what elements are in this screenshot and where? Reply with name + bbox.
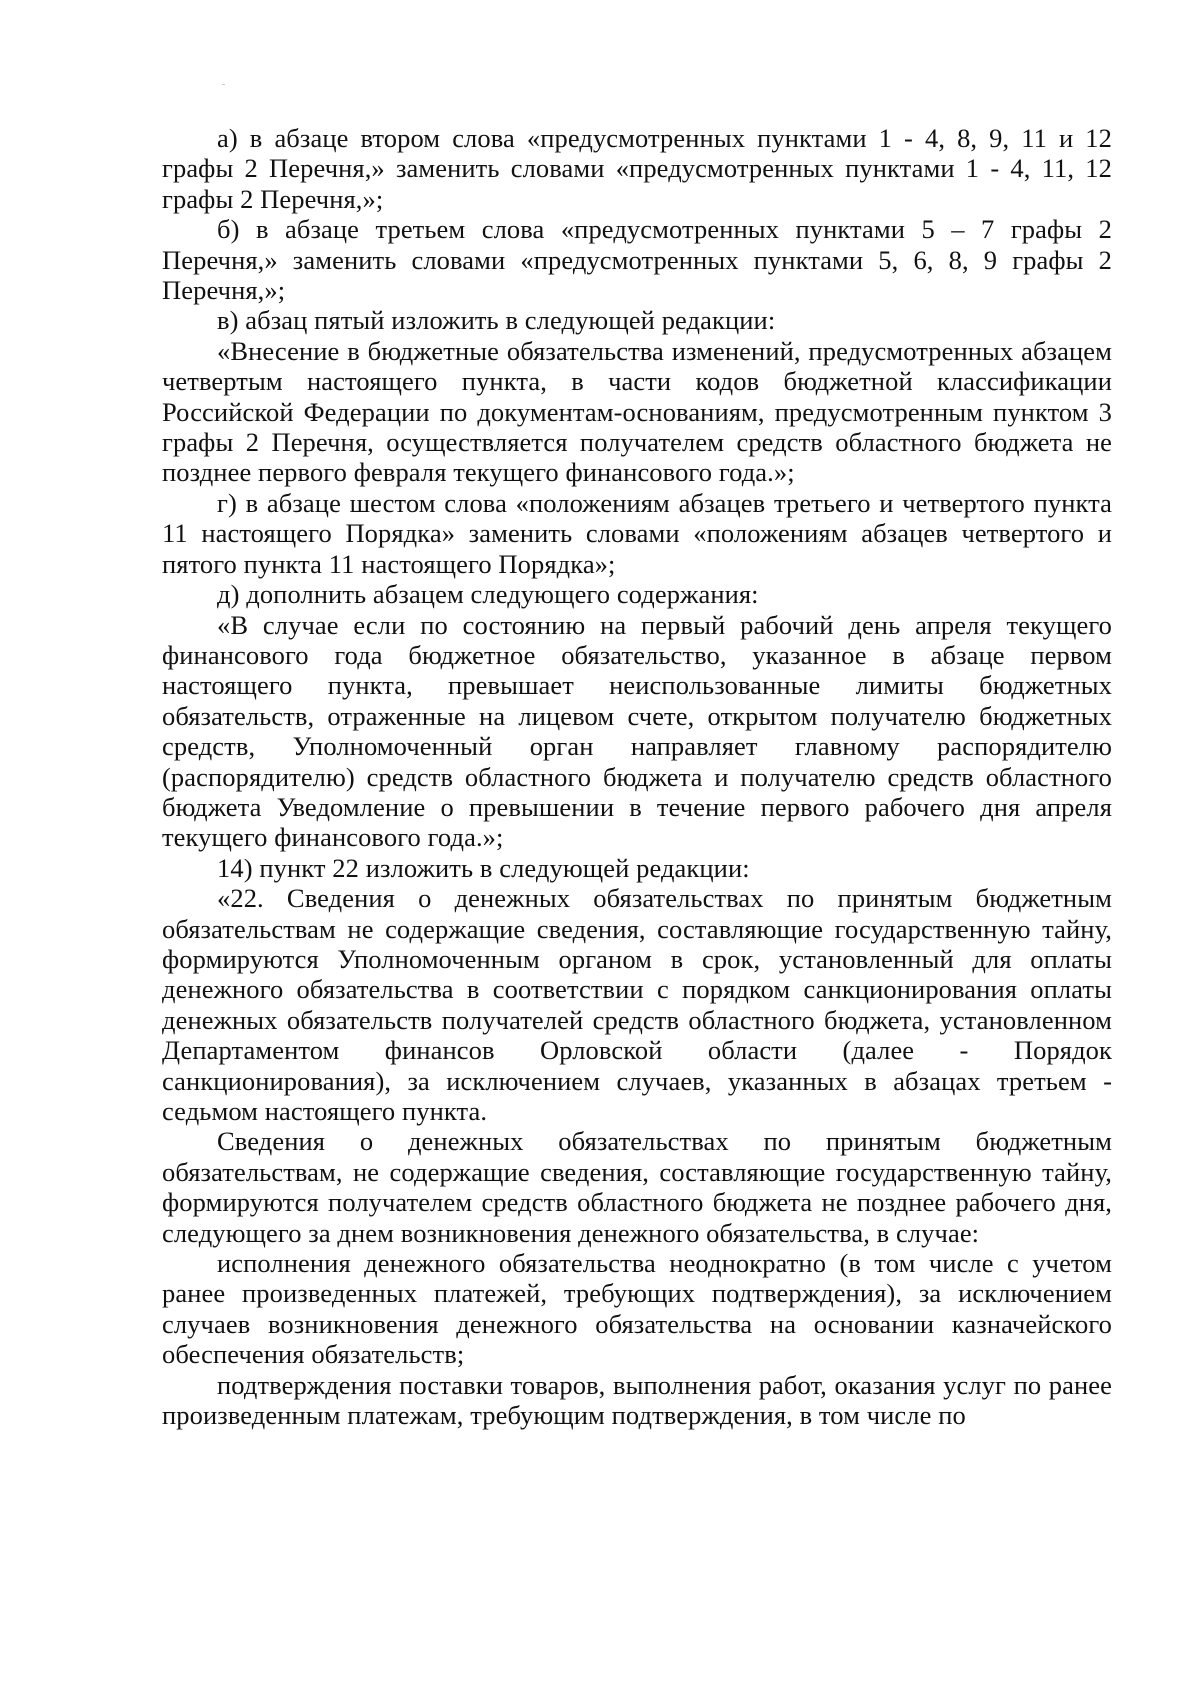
paragraph-v-quote: «Внесение в бюджетные обязательства изменений, предусмотренных абзацем четвертым настоящего пункта, в части кодов бюджетной классификации Российской Федерации по документам-основаниям, предусмотренным пунктом 3 графы 2 Перечня, осуществляется получателем средств областного бюджета не позднее первого февраля текущего финансового года.»; [162, 335, 1112, 488]
paragraph-confirmation: подтверждения поставки товаров, выполнения работ, оказания услуг по ранее произведенным платежам, требующим подтверждения, в том числе по [162, 1369, 1112, 1431]
document-page [162, 123, 1112, 1430]
paragraph-g: г) в абзаце шестом слова «положениям абзацев третьего и четвертого пункта 11 настоящего Порядка» заменить словами «положениям абзацев четвертого и пятого пункта 11 настоящего Порядка»; [162, 487, 1112, 579]
paragraph-v: в) абзац пятый изложить в следующей редакции: [217, 305, 776, 336]
paragraph-22: «22. Сведения о денежных обязательствах по принятым бюджетным обязательствам не содержащие сведения, составляющие государственную тайну, формируются Уполномоченным органом в срок, установленный для оплаты денежного обязательства в соответствии с порядком санкционирования оплаты денежных обязательств получателей средств областного бюджета, установленном Департаментом финансов Орловской области (далее - Порядок санкционирования), за исключением случаев, указанных в абзацах третьем - седьмом настоящего пункта. [162, 883, 1112, 1126]
paragraph-execution: исполнения денежного обязательства неоднократно (в том числе с учетом ранее произведенных платежей, требующих подтверждения), за исключением случаев возникновения денежного обязательства на основании казначейского обеспечения обязательств; [162, 1248, 1112, 1370]
paragraph-info: Сведения о денежных обязательствах по принятым бюджетным обязательствам, не содержащие сведения, составляющие государственную тайну, формируются получателем средств областного бюджета не позднее рабочего дня, следующего за днем возникновения денежного обязательства, в случае: [162, 1126, 1112, 1248]
paragraph-a: а) в абзаце втором слова «предусмотренных пунктами 1 - 4, 8, 9, 11 и 12 графы 2 Перечня,» заменить словами «предусмотренных пунктами 1 - 4, 11, 12 графы 2 Перечня,»; [162, 123, 1112, 214]
paragraph-d-quote: «В случае если по состоянию на первый рабочий день апреля текущего финансового года бюджетное обязательство, указанное в абзаце первом настоящего пункта, превышает неиспользованные лимиты бюджетных обязательств, отраженные на лицевом счете, открытом получателю бюджетных средств, Уполномоченный орган направляет главному распорядителю (распорядителю) средств областного бюджета и получателю средств областного бюджета Уведомление о превышении в течение первого рабочего дня апреля текущего финансового года.»; [162, 609, 1112, 853]
paragraph-14: 14) пункт 22 изложить в следующей редакции: [217, 852, 750, 883]
paragraph-d: д) дополнить абзацем следующего содержания: [217, 579, 759, 610]
paragraph-b: б) в абзаце третьем слова «предусмотренных пунктами 5 – 7 графы 2 Перечня,» заменить словами «предусмотренных пунктами 5, 6, 8, 9 графы 2 Перечня,»; [162, 214, 1112, 306]
scan-artifact [222, 84, 225, 85]
